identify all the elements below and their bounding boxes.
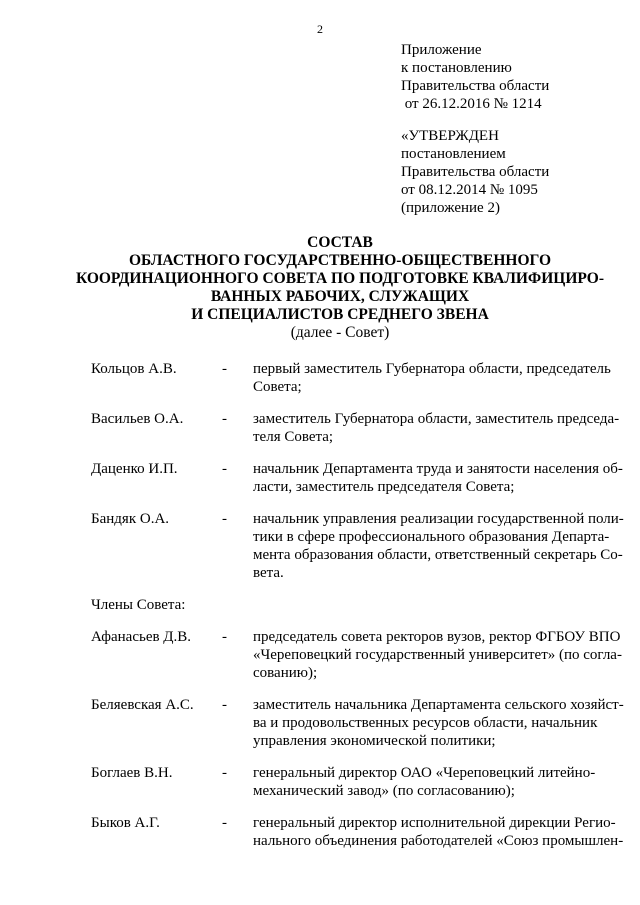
- role-line: ласти, заместитель председателя Совета;: [253, 479, 515, 495]
- member-row: [91, 696, 631, 750]
- role-line: заместитель Губернатора области, заместитель председа-: [253, 411, 620, 427]
- role-line: теля Совета;: [253, 429, 334, 445]
- role-line: сованию);: [253, 665, 318, 681]
- role-line: ва и продовольственных ресурсов области, начальник: [253, 715, 598, 731]
- approved-line: «УТВЕРЖДЕН: [401, 128, 499, 144]
- member-row: [91, 814, 631, 850]
- approved-line: Правительства области: [401, 164, 550, 180]
- appendix-line: от 26.12.2016 № 1214: [401, 96, 542, 112]
- heading-title: СОСТАВ: [307, 234, 373, 251]
- member-name: Васильев О.А.: [91, 411, 184, 427]
- member-dash: -: [222, 411, 227, 427]
- role-line: начальник управления реализации государственной поли-: [253, 511, 624, 527]
- approved-line: от 08.12.2014 № 1095: [401, 182, 538, 198]
- member-row: [91, 628, 631, 682]
- role-line: мента образования области, ответственный секретарь Со-: [253, 547, 623, 563]
- member-name: Беляевская А.С.: [91, 697, 194, 713]
- member-name: Кольцов А.В.: [91, 361, 177, 377]
- page-number: 2: [317, 22, 323, 36]
- role-line: председатель совета ректоров вузов, ректор ФГБОУ ВПО: [253, 629, 621, 645]
- role-line: генеральный директор исполнительной дирекции Регио-: [253, 815, 616, 831]
- member-role: [253, 814, 631, 850]
- council-composition: [91, 360, 631, 850]
- role-line: «Череповецкий государственный университет» (по согла-: [253, 647, 622, 663]
- heading-line: КООРДИНАЦИОННОГО СОВЕТА ПО ПОДГОТОВКЕ КВАЛИФИЦИРО-: [75, 270, 605, 287]
- member-role: [253, 510, 631, 582]
- member-name: Быков А.Г.: [91, 815, 160, 831]
- heading-line: ОБЛАСТНОГО ГОСУДАРСТВЕННО-ОБЩЕСТВЕННОГО: [128, 252, 552, 269]
- member-role: [253, 764, 631, 800]
- member-row: [91, 510, 631, 582]
- member-role: [253, 628, 631, 682]
- member-name: Боглаев В.Н.: [91, 765, 173, 781]
- role-line: тики в сфере профессионального образования Департа-: [253, 529, 610, 545]
- role-line: генеральный директор ОАО «Череповецкий литейно-: [253, 765, 596, 781]
- role-line: вета.: [253, 565, 284, 581]
- member-role: [253, 360, 631, 396]
- member-role: [253, 410, 631, 446]
- appendix-line: Правительства области: [401, 78, 550, 94]
- document-heading: [60, 234, 620, 342]
- role-line: Совета;: [253, 379, 302, 395]
- approval-reference: [401, 127, 621, 217]
- role-line: нального объединения работодателей «Союз промышлен-: [253, 833, 624, 849]
- members-heading: Члены Совета:: [91, 597, 186, 613]
- member-row: [91, 460, 631, 496]
- member-name: Афанасьев Д.В.: [91, 629, 192, 645]
- member-role: [253, 460, 631, 496]
- member-dash: -: [222, 697, 227, 713]
- role-line: механический завод» (по согласованию);: [253, 783, 515, 799]
- role-line: заместитель начальника Департамента сельского хозяйст-: [253, 697, 624, 713]
- member-name: Бандяк О.А.: [91, 511, 170, 527]
- role-line: управления экономической политики;: [253, 733, 496, 749]
- member-dash: -: [222, 511, 227, 527]
- member-row: [91, 360, 631, 396]
- appendix-reference: [401, 41, 621, 113]
- member-name: Даценко И.П.: [91, 461, 178, 477]
- heading-line: И СПЕЦИАЛИСТОВ СРЕДНЕГО ЗВЕНА: [191, 306, 489, 323]
- member-dash: -: [222, 815, 227, 831]
- approved-line: постановлением: [401, 146, 506, 162]
- member-role: [253, 696, 631, 750]
- appendix-line: Приложение: [401, 42, 482, 58]
- member-dash: -: [222, 765, 227, 781]
- member-row: [91, 764, 631, 800]
- member-row: [91, 410, 631, 446]
- member-dash: -: [222, 361, 227, 377]
- heading-note: (далее - Совет): [290, 324, 390, 341]
- member-dash: -: [222, 461, 227, 477]
- approved-line: (приложение 2): [401, 200, 500, 216]
- role-line: первый заместитель Губернатора области, председатель: [253, 361, 611, 377]
- heading-line: ВАННЫХ РАБОЧИХ, СЛУЖАЩИХ: [210, 288, 470, 305]
- appendix-line: к постановлению: [401, 60, 512, 76]
- member-dash: -: [222, 629, 227, 645]
- role-line: начальник Департамента труда и занятости населения об-: [253, 461, 623, 477]
